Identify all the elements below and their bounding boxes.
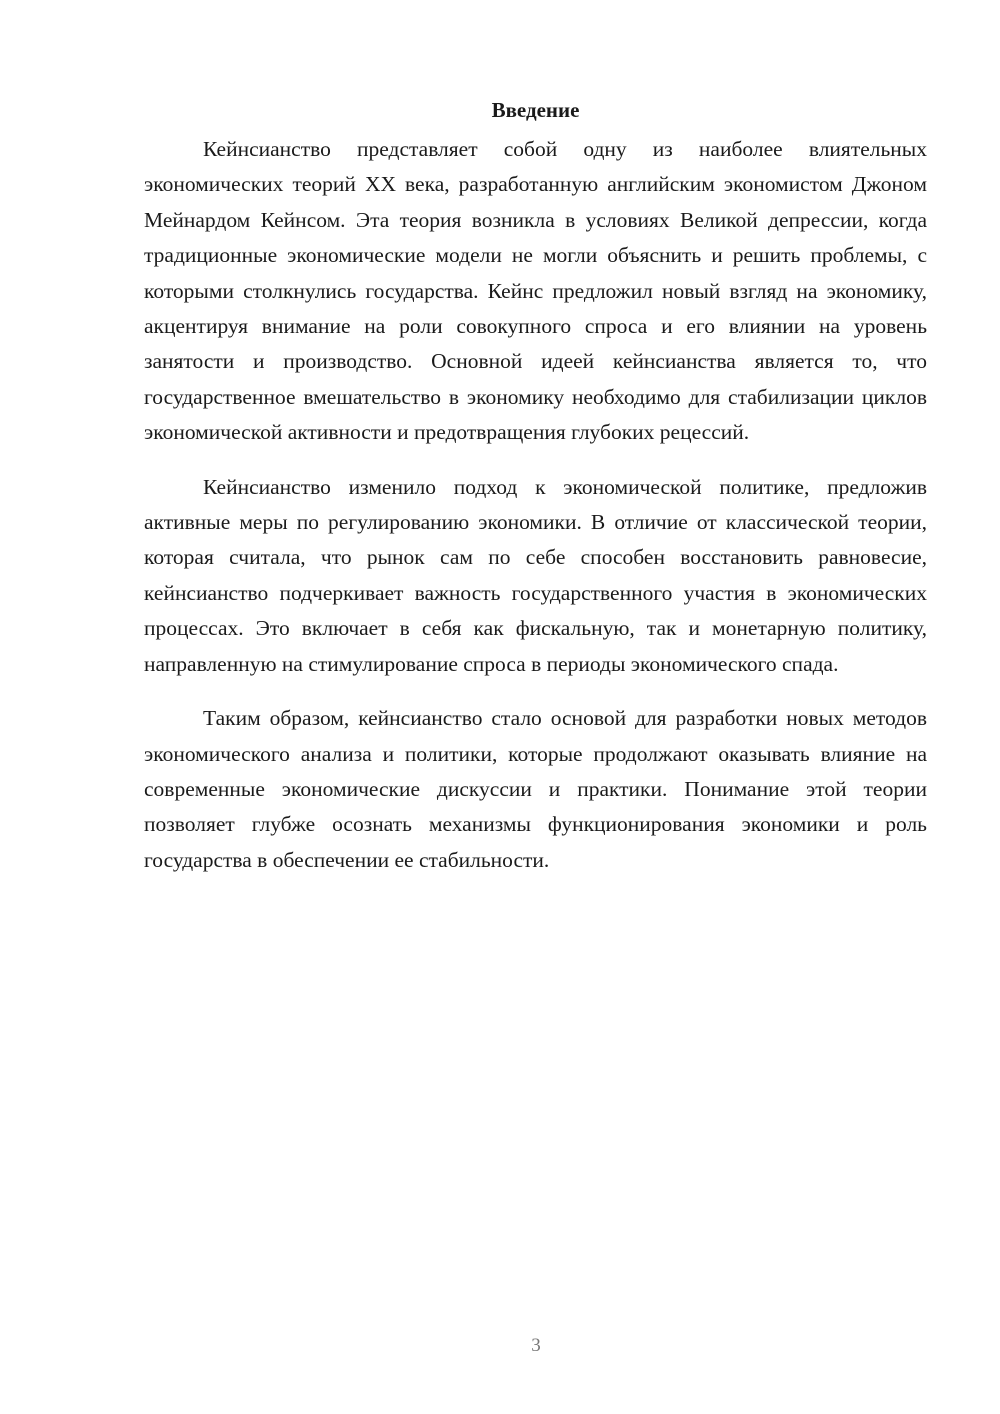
paragraph-3: Таким образом, кейнсианство стало основой для разработки новых методов экономического анализа и политики, которые продолжают оказывать влияние на современные экономические дискуссии и практики. Понимание этой теории позволяет глубже осознать механизмы функционирования экономики и роль государства в обеспечении ее стабильности. xyxy=(144,706,927,872)
paragraph-2: Кейнсианство изменило подход к экономической политике, предложив активные меры по регулированию экономики. В отличие от классической теории, которая считала, что рынок сам по себе способен восстановить равновесие, кейнсианство подчеркивает важность государственного участия в экономических процессах. Это включает в себя как фискальную, так и монетарную политику, направленную на стимулирование спроса в периоды экономического спада. xyxy=(144,474,927,676)
page-content xyxy=(144,92,927,897)
page-number: 3 xyxy=(531,1335,541,1356)
paragraph-1: Кейнсианство представляет собой одну из наиболее влиятельных экономических теорий XX века, разработанную английским экономистом Джоном Мейнардом Кейнсом. Эта теория возникла в условиях Великой депрессии, когда традиционные экономические модели не могли объяснить и решить проблемы, с которыми столкнулись государства. Кейнс предложил новый взгляд на экономику, акцентируя внимание на роли совокупного спроса и его влиянии на уровень занятости и производство. Основной идеей кейнсианства является то, что государственное вмешательство в экономику необходимо для стабилизации циклов экономической активности и предотвращения глубоких рецессий. xyxy=(144,137,927,445)
section-heading: Введение xyxy=(491,98,580,122)
